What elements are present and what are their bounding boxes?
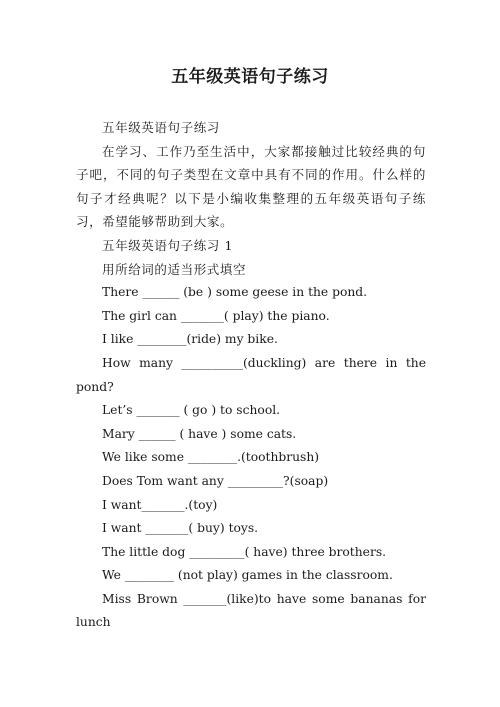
- exercise-sentence-5: Let’s _______ ( go ) to school.: [102, 403, 281, 418]
- document-title: 五年级英语句子练习: [171, 67, 329, 87]
- exercise-sentence-12: We ________ (not play) games in the classroom.: [102, 568, 393, 583]
- exercise-sentence-1: There ______ (be ) some geese in the pond.: [102, 285, 368, 300]
- exercise-sentence-11: The little dog _________( have) three brothers.: [102, 544, 387, 559]
- exercise-sentence-6: Mary ______ ( have ) some cats.: [102, 426, 297, 441]
- section-heading: 五年级英语句子练习 1: [102, 237, 234, 253]
- exercise-sentence-13: Miss Brown _______(like)to have some bananas for lunch: [76, 591, 430, 630]
- exercise-sentence-3: I like ________(ride) my bike.: [102, 332, 278, 347]
- exercise-sentence-9: I want_______.(toy): [102, 497, 218, 512]
- exercise-sentence-7: We like some ________.(toothbrush): [102, 450, 320, 465]
- exercise-sentence-2: The girl can _______( play) the piano.: [102, 308, 330, 323]
- exercise-sentence-8: Does Tom want any _________?(soap): [102, 473, 329, 488]
- document-body: [76, 116, 430, 635]
- intro-heading: 五年级英语句子练习: [102, 120, 220, 135]
- exercise-sentence-10: I want _______( buy) toys.: [102, 521, 259, 536]
- instruction-text: 用所给词的适当形式填空: [102, 261, 247, 277]
- intro-paragraph: 在学习、工作乃至生活中，大家都接触过比较经典的句子吧，不同的句子类型在文章中具有不同的作用。什么样的句子才经典呢？以下是小编收集整理的五年级英语句子练习，希望能够帮助到大家。: [76, 143, 426, 230]
- exercise-sentence-4: How many __________(duckling) are there in the pond?: [76, 355, 430, 394]
